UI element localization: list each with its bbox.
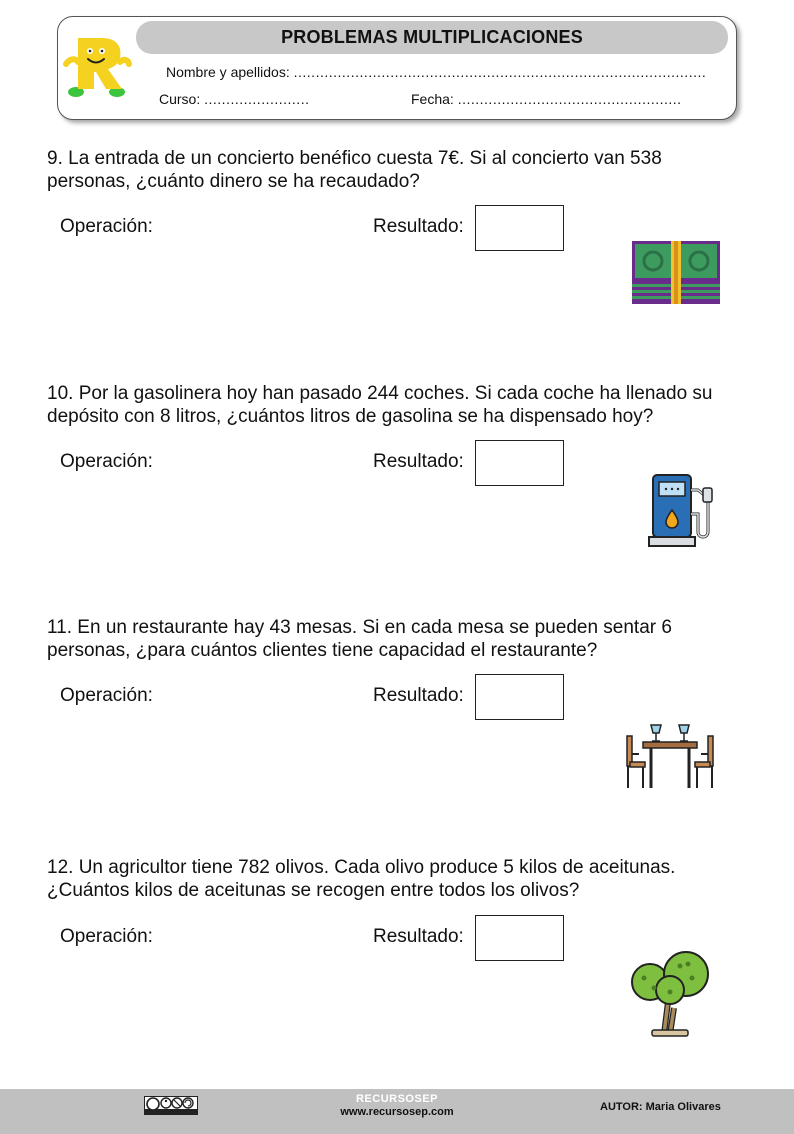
result-answer-box[interactable] [475, 915, 564, 961]
problem-number: 12. [47, 857, 74, 878]
result-answer-box[interactable] [475, 674, 564, 720]
problem-number: 11. [47, 617, 73, 638]
gas-pump-icon [648, 474, 718, 548]
problem-statement: La entrada de un concierto benéfico cuesta 7€. Si al concierto van 538 personas, ¿cuánto dinero se ha recaudado? [47, 148, 662, 192]
date-label: Fecha: [411, 91, 454, 107]
course-label: Curso: [159, 91, 201, 107]
result-answer-box[interactable] [475, 440, 564, 486]
name-field[interactable] [166, 64, 706, 80]
result-answer-box[interactable] [475, 205, 564, 251]
money-icon [631, 240, 721, 305]
problem-11-text [47, 616, 747, 662]
problem-statement: Un agricultor tiene 782 olivos. Cada olivo produce 5 kilos de aceitunas. ¿Cuántos kilos de aceitunas se recogen entre todos los olivos? [47, 857, 676, 901]
problem-statement: En un restaurante hay 43 mesas. Si en cada mesa se pueden sentar 6 personas, ¿para cuántos clientes tiene capacidad el restaurante? [47, 617, 672, 661]
footer-url-link[interactable]: www.recursosep.com [340, 1106, 454, 1118]
date-field[interactable] [411, 91, 682, 107]
course-field[interactable] [159, 91, 309, 107]
operation-label: Operación: [60, 451, 153, 472]
problem-9-text [47, 147, 747, 193]
problem-12-text [47, 856, 747, 902]
footer-brand: RECURSOSEP [355, 1093, 439, 1105]
problem-10-text [47, 382, 747, 428]
operation-label: Operación: [60, 685, 153, 706]
worksheet-title: PROBLEMAS MULTIPLICACIONES [136, 21, 728, 54]
problem-number: 9. [47, 148, 63, 169]
date-dots: ................................................... [457, 91, 682, 107]
restaurant-table-icon [625, 724, 715, 790]
course-dots: ........................ [204, 91, 310, 107]
result-label: Resultado: [373, 685, 464, 706]
problem-number: 10. [47, 383, 74, 404]
result-label: Resultado: [373, 216, 464, 237]
footer-author: AUTOR: Maria Olivares [600, 1101, 721, 1113]
result-label: Resultado: [373, 451, 464, 472]
problem-statement: Por la gasolinera hoy han pasado 244 coches. Si cada coche ha llenado su depósito con 8 litros, ¿cuántos litros de gasolina se ha dispensado hoy? [47, 383, 713, 427]
operation-label: Operación: [60, 216, 153, 237]
name-label: Nombre y apellidos: [166, 64, 290, 80]
result-label: Resultado: [373, 926, 464, 947]
recursosep-logo-icon [62, 34, 132, 100]
operation-label: Operación: [60, 926, 153, 947]
name-dots: .............................................................................................. [293, 64, 707, 80]
olive-tree-icon [630, 950, 712, 1038]
